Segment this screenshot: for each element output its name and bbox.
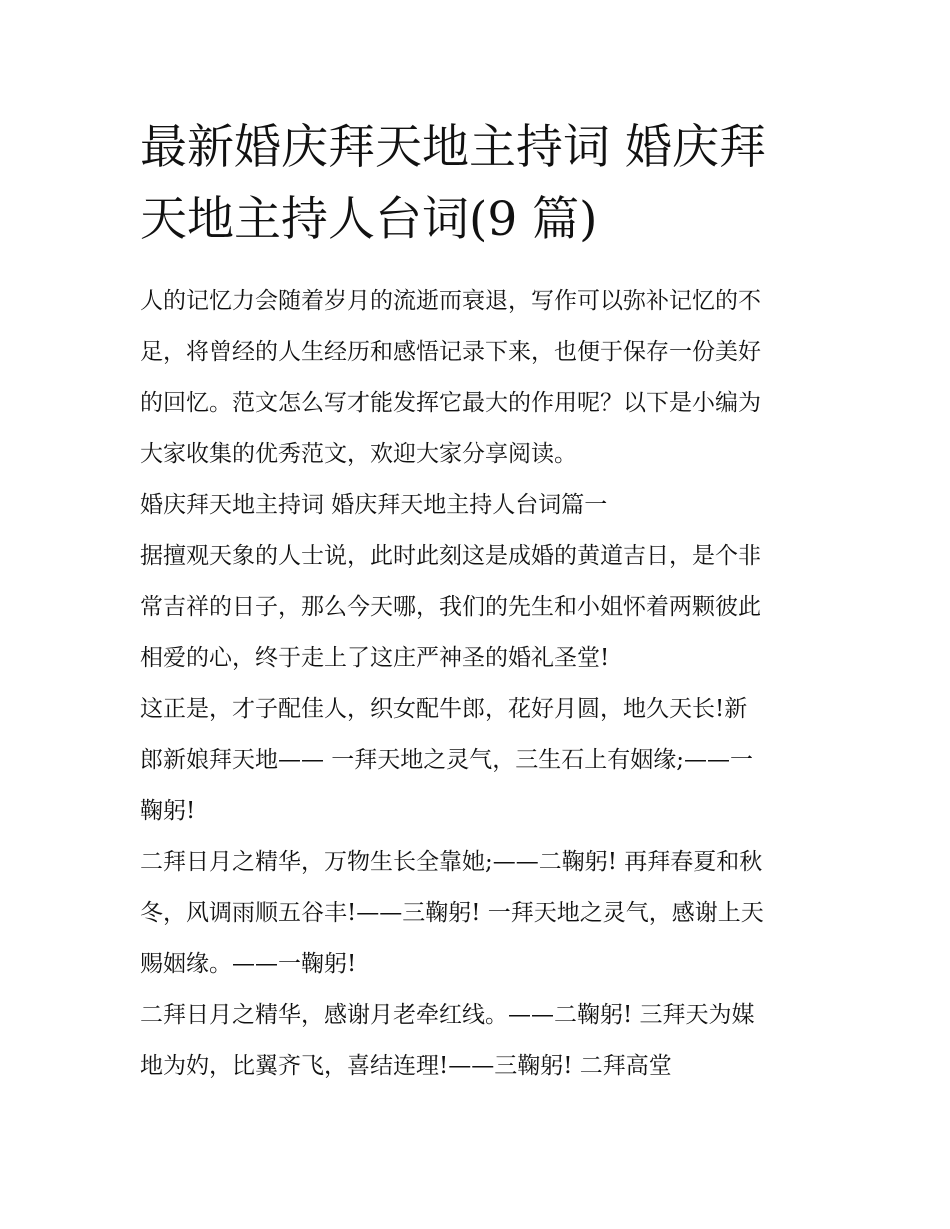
intro-line: 人的记忆力会随着岁月的流逝而衰退，写作可以弥补记忆的不 bbox=[140, 288, 761, 314]
paragraph-line: 赐姻缘。——一鞠躬! bbox=[140, 951, 357, 977]
paragraph-line: 郎新娘拜天地—— 一拜天地之灵气，三生石上有姻缘;——一 bbox=[140, 747, 754, 773]
paragraph-line: 常吉祥的日子，那么今天哪，我们的先生和小姐怀着两颗彼此 bbox=[140, 594, 761, 620]
paragraph-line: 地为妁，比翼齐飞，喜结连理!——三鞠躬! 二拜高堂 bbox=[140, 1053, 672, 1079]
paragraph-line: 鞠躬! bbox=[140, 798, 196, 824]
paragraph-line: 二拜日月之精华，感谢月老牵红线。——二鞠躬! 三拜天为媒 bbox=[140, 1002, 755, 1028]
title-line-2: 天地主持人台词(9 篇) bbox=[140, 192, 598, 247]
section-heading: 婚庆拜天地主持词 婚庆拜天地主持人台词篇一 bbox=[140, 492, 608, 518]
document-title bbox=[140, 112, 820, 256]
paragraph-line: 这正是，才子配佳人，织女配牛郎，花好月圆，地久天长!新 bbox=[140, 696, 748, 722]
paragraph-line: 冬，风调雨顺五谷丰!——三鞠躬! 一拜天地之灵气，感谢上天 bbox=[140, 900, 764, 926]
paragraph-line: 二拜日月之精华，万物生长全靠她;——二鞠躬! 再拜春夏和秋 bbox=[140, 849, 763, 875]
paragraph-line: 据擅观天象的人士说，此时此刻这是成婚的黄道吉日，是个非 bbox=[140, 543, 761, 569]
intro-line: 大家收集的优秀范文，欢迎大家分享阅读。 bbox=[140, 441, 577, 467]
title-line-1: 最新婚庆拜天地主持词 婚庆拜 bbox=[140, 120, 766, 175]
paragraph-line: 相爱的心，终于走上了这庄严神圣的婚礼圣堂! bbox=[140, 645, 610, 671]
intro-line: 的回忆。范文怎么写才能发挥它最大的作用呢？以下是小编为 bbox=[140, 390, 761, 416]
intro-line: 足，将曾经的人生经历和感悟记录下来，也便于保存一份美好 bbox=[140, 339, 761, 365]
document-body bbox=[140, 276, 820, 1092]
